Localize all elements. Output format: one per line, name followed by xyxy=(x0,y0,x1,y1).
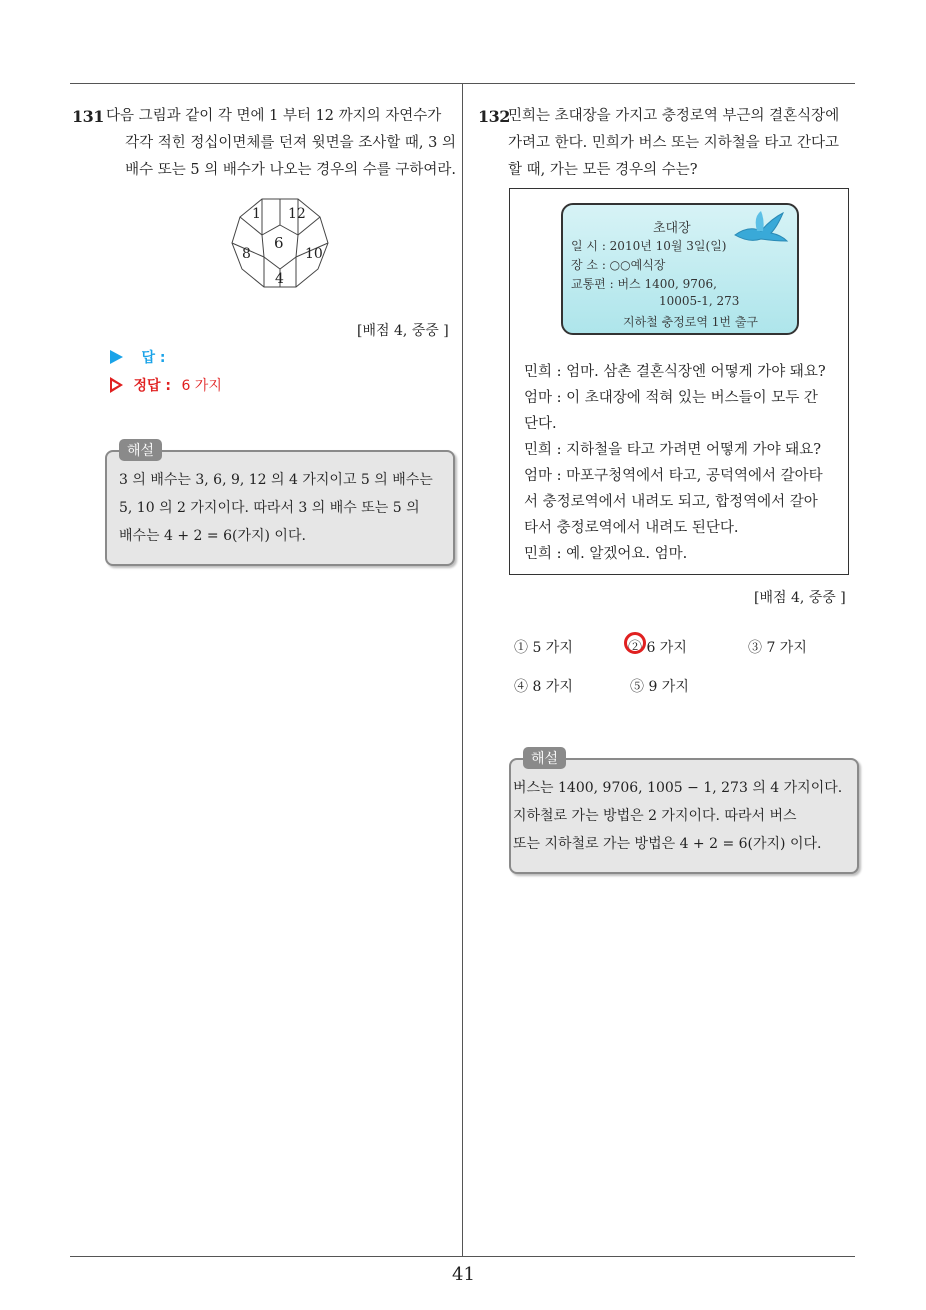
choice-2[interactable] xyxy=(628,637,687,657)
question-131-line: 다음 그림과 같이 각 면에 1 부터 12 까지의 자연수가 xyxy=(106,108,442,124)
selected-circle-icon xyxy=(624,632,646,654)
solution-line: 지하철로 가는 방법은 2 가지이다. 따라서 버스 xyxy=(513,808,797,824)
card-title: 초대장 xyxy=(653,221,691,236)
question-132-line: 가려고 한다. 민희가 버스 또는 지하철을 타고 간다고 xyxy=(508,135,840,151)
choice-3[interactable]: ③ 7 가지 xyxy=(748,640,807,656)
figure-label: 12 xyxy=(288,206,306,222)
dodecahedron-figure xyxy=(230,195,330,291)
correct-answer-row xyxy=(110,375,222,395)
figure-label: 10 xyxy=(305,246,323,262)
answer-label: 답 : xyxy=(141,350,166,366)
solution-line: 배수는 4 + 2 = 6(가지) 이다. xyxy=(119,528,306,544)
question-131-score: [배점 4, 중중 ] xyxy=(357,323,449,339)
question-132-line: 민희는 초대장을 가지고 충정로역 부근의 결혼식장에 xyxy=(508,108,840,124)
question-131-line: 배수 또는 5 의 배수가 나오는 경우의 수를 구하여라. xyxy=(125,162,456,178)
correct-label: 정답 : xyxy=(133,378,171,394)
question-131-text xyxy=(106,103,456,184)
dialog-line: 단다. xyxy=(524,416,557,432)
choice-5[interactable]: ⑤ 9 가지 xyxy=(630,679,689,695)
question-132-number: 132 xyxy=(478,107,510,126)
dialog-line: 타서 충정로역에서 내려도 된단다. xyxy=(524,520,739,536)
choice-4[interactable]: ④ 8 가지 xyxy=(514,679,573,695)
figure-label: 1 xyxy=(252,206,261,222)
dialog-line: 민희 : 지하철을 타고 가려면 어떻게 가야 돼요? xyxy=(524,442,822,458)
solution-text xyxy=(513,774,842,858)
card-subway: 지하철 충정로역 1번 출구 xyxy=(623,315,758,329)
card-place: 장 소 : ○○예식장 xyxy=(571,258,666,272)
solution-text xyxy=(119,466,433,550)
dialog-line: 엄마 : 마포구청역에서 타고, 공덕역에서 갈아타 xyxy=(524,468,823,484)
question-131-number: 131 xyxy=(72,107,104,126)
question-132-score: [배점 4, 중중 ] xyxy=(754,590,846,606)
solution-line: 5, 10 의 2 가지이다. 따라서 3 의 배수 또는 5 의 xyxy=(119,500,420,516)
question-132-text xyxy=(508,103,858,184)
choice-1[interactable]: ① 5 가지 xyxy=(514,640,573,656)
solution-box-132 xyxy=(509,751,859,874)
correct-value: 6 가지 xyxy=(181,378,222,394)
solution-line: 버스는 1400, 9706, 1005 − 1, 273 의 4 가지이다. xyxy=(513,780,843,796)
card-date: 일 시 : 2010년 10월 3일(일) xyxy=(571,239,727,253)
solution-box-131 xyxy=(105,443,455,566)
card-bus-numbers: 10005-1, 273 xyxy=(659,294,740,308)
choice-2-label: ② 6 가지 xyxy=(628,640,687,656)
question-131-line: 각각 적힌 정십이면체를 던져 윗면을 조사할 때, 3 의 xyxy=(125,135,456,151)
figure-label: 6 xyxy=(274,234,284,252)
dialog-line: 서 충정로역에서 내려도 되고, 합정역에서 갈아 xyxy=(524,494,818,510)
figure-label: 8 xyxy=(242,246,251,262)
solution-line: 3 의 배수는 3, 6, 9, 12 의 4 가지이고 5 의 배수는 xyxy=(119,472,433,488)
card-transport: 교통편 : 버스 1400, 9706, xyxy=(571,277,717,291)
question-132-line: 할 때, 가는 모든 경우의 수는? xyxy=(508,162,698,178)
dialog-line: 엄마 : 이 초대장에 적혀 있는 버스들이 모두 간 xyxy=(524,390,818,406)
solution-tab: 해설 xyxy=(119,439,162,461)
bird-icon xyxy=(731,209,789,249)
dialog-line: 민희 : 예. 알겠어요. 엄마. xyxy=(524,546,688,562)
bottom-rule xyxy=(70,1256,855,1257)
invitation-card xyxy=(561,203,799,335)
page-number: 41 xyxy=(452,1264,475,1285)
answer-arrow-icon xyxy=(110,350,123,364)
column-divider xyxy=(462,83,463,1256)
dialog-line: 민희 : 엄마. 삼촌 결혼식장엔 어떻게 가야 돼요? xyxy=(524,364,826,380)
correct-arrow-icon xyxy=(110,377,123,393)
answer-row xyxy=(110,347,165,367)
invitation-box xyxy=(509,188,849,575)
solution-tab: 해설 xyxy=(523,747,566,769)
solution-line: 또는 지하철로 가는 방법은 4 + 2 = 6(가지) 이다. xyxy=(513,836,822,852)
figure-label: 4 xyxy=(275,271,284,287)
dialog xyxy=(524,359,842,567)
